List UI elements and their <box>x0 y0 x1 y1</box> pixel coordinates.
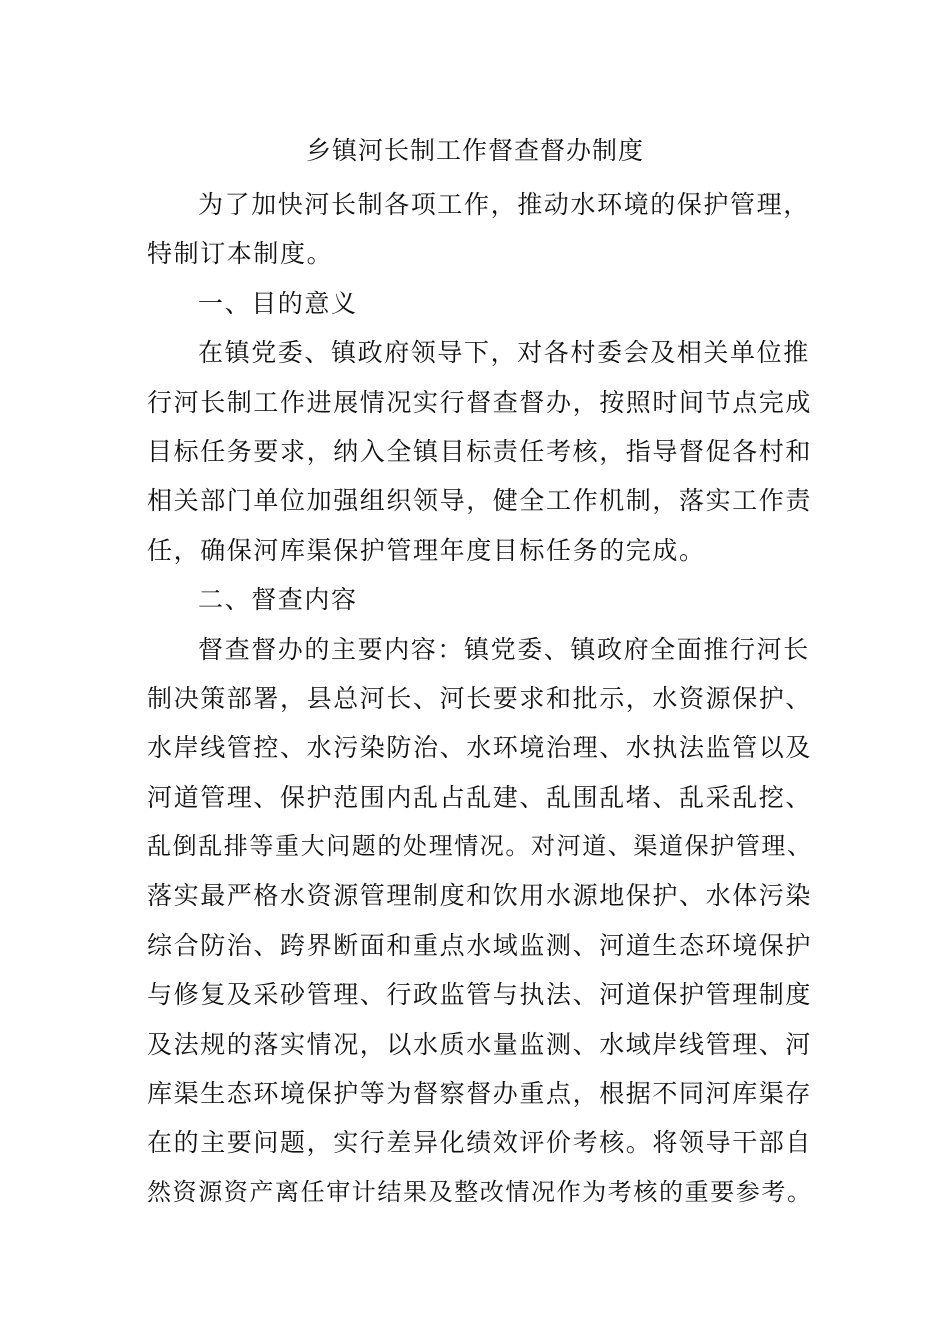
body-line: 在的主要问题，实行差异化绩效评价考核。将领导干部自 <box>147 1128 813 1158</box>
body-line: 在镇党委、镇政府领导下，对各村委会及相关单位推 <box>198 338 810 368</box>
body-line: 落实最严格水资源管理制度和饮用水源地保护、水体污染 <box>147 881 813 911</box>
body-line: 目标任务要求，纳入全镇目标责任考核，指导督促各村和 <box>147 436 813 466</box>
document-body <box>147 180 817 1217</box>
body-line: 与修复及采砂管理、行政监管与执法、河道保护管理制度 <box>147 980 813 1010</box>
body-line: 河道管理、保护范围内乱占乱建、乱围乱堵、乱采乱挖、 <box>147 782 813 812</box>
body-line: 一、目的意义 <box>198 288 358 318</box>
document-title: 乡镇河长制工作督查督办制度 <box>305 136 644 165</box>
body-line: 然资源资产离任审计结果及整改情况作为考核的重要参考。 <box>147 1177 813 1206</box>
body-line: 二、督查内容 <box>198 585 358 615</box>
body-line: 督查督办的主要内容：镇党委、镇政府全面推行河长 <box>198 634 810 664</box>
body-line: 乱倒乱排等重大问题的处理情况。对河道、渠道保护管理、 <box>147 832 813 861</box>
body-line: 综合防治、跨界断面和重点水域监测、河道生态环境保护 <box>147 930 813 960</box>
body-line: 及法规的落实情况，以水质水量监测、水域岸线管理、河 <box>147 1029 813 1059</box>
body-line: 水岸线管控、水污染防治、水环境治理、水执法监管以及 <box>147 733 813 763</box>
body-line: 行河长制工作进展情况实行督查督办，按照时间节点完成 <box>147 387 813 417</box>
body-line: 特制订本制度。 <box>147 239 334 269</box>
body-line: 相关部门单位加强组织领导，健全工作机制，落实工作责 <box>147 486 813 516</box>
body-line: 为了加快河长制各项工作，推动水环境的保护管理， <box>198 190 810 219</box>
body-line: 库渠生态环境保护等为督察督办重点，根据不同河库渠存 <box>147 1079 813 1109</box>
body-line: 任，确保河库渠保护管理年度目标任务的完成。 <box>147 535 706 565</box>
body-line: 制决策部署，县总河长、河长要求和批示，水资源保护、 <box>147 683 813 713</box>
